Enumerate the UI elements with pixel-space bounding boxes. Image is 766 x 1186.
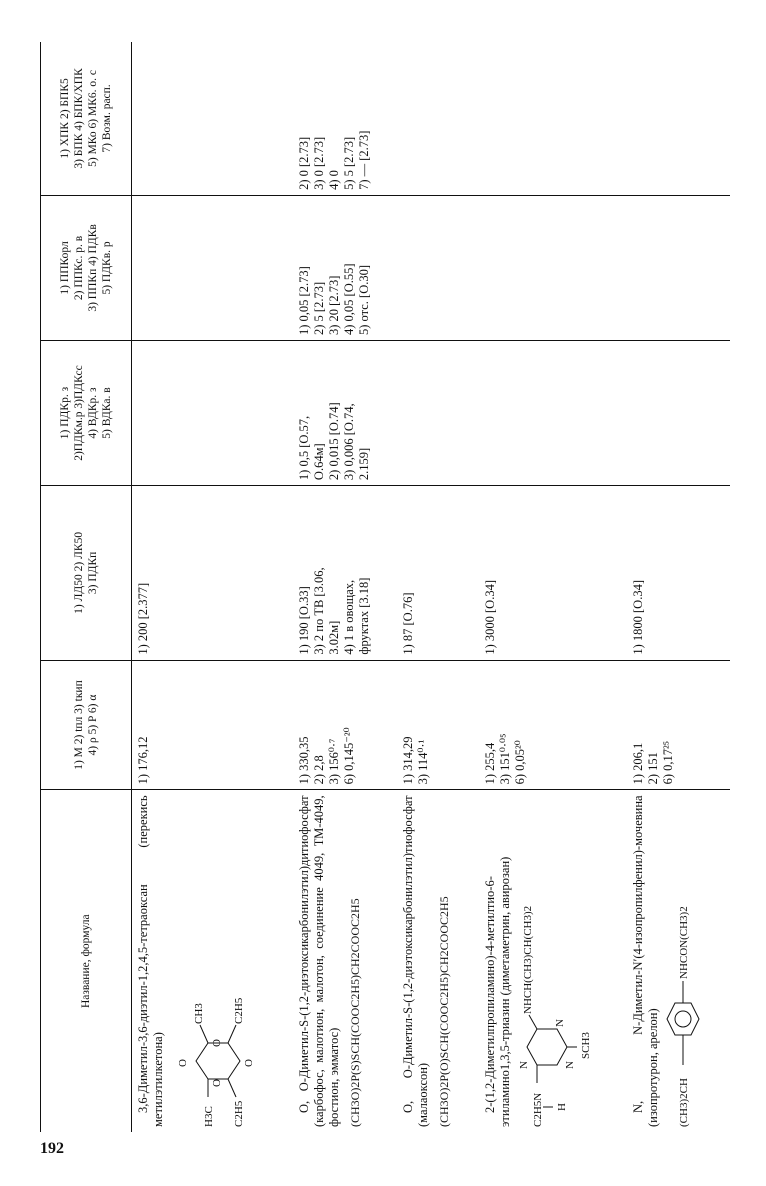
cell-tox: 1) 200 [2.377] (132, 486, 293, 661)
table-row (479, 42, 627, 1132)
cell-ppk (397, 195, 479, 340)
svg-text:H3C: H3C (203, 1106, 215, 1127)
svg-text:C2H5N: C2H5N (531, 1092, 544, 1127)
svg-text:O: O (211, 1079, 223, 1087)
svg-text:H: H (555, 1103, 568, 1111)
table-row (293, 42, 397, 1132)
formula: (CH3O)2P(O)SCH(COOC2H5)CH2COOC2H5 (437, 896, 452, 1127)
cell-tox: 1) 1800 [O.34] (627, 486, 730, 661)
cell-tox: 1) 87 [O.76] (397, 486, 479, 661)
svg-text:O: O (243, 1059, 255, 1067)
cell-hpk: 2) 0 [2.73] 3) 0 [2.73] 4) 0 5) 5 [2.73] 7) — [2.73] (293, 42, 397, 195)
cell-tox: 1) 190 [O.33] 3) 2 по ТВ [3.06, 3.02м] 4) 1 в овощах, фруктах [3.18] (293, 486, 397, 661)
table-row (397, 42, 479, 1132)
cell-pdk: 1) 0,5 [O.57, O.64м] 2) 0,015 [O.74] 3) 0,006 [O.74, 2.159] (293, 340, 397, 485)
cell-hpk (397, 42, 479, 195)
cell-ppk (627, 195, 730, 340)
page-number: 192 (40, 1140, 64, 1157)
cell-name: О, О-Диметил-S-(1,2-диэтоксикарбонилэтил)дитиофосфат (карбофос, малотион, малотон, соединение 4049, ТМ-4049, фостион, эмматос) (CH3O)2P(S)SCH(COOC2H5)CH2COOC2H5 (296, 795, 362, 1127)
cell-hpk (479, 42, 627, 195)
svg-text:NHCH(CH3)CH(CH3)2: NHCH(CH3)CH(CH3)2 (521, 905, 534, 1014)
phenylurea-structure (661, 857, 705, 1127)
cell-phys: 1) 176,12 (132, 660, 293, 790)
table-row (627, 42, 730, 1132)
cell-name: О, О-Диметил-S-(1,2-диэтоксикарбонилэтил)тиофосфат (малаоксон) (CH3O)2P(O)SCH(COOC2H5)CH2COOC2H5 (401, 795, 452, 1127)
cell-name: 3,6-Диметил-3,6-диэтил-1,2,4,5-тетраоксан (перекись метилэтилкетона) O O O O CH3 C2H5 H3C C2H5 (136, 795, 255, 1127)
svg-text:C2H5: C2H5 (233, 997, 245, 1024)
cell-phys: 1) 255,4 3) 151⁰·⁰⁵ 6) 0,05²⁰ (479, 660, 627, 790)
header-pdk: 1) ПДКр. з 2)ПДКм.р 3)ПДКсс 4) ВДКр. з 5) ВДКа. в (41, 340, 132, 485)
svg-text:CH3: CH3 (193, 1003, 205, 1024)
header-phys: 1) M 2) tпл 3) tкип 4) ρ 5) P 6) α (41, 660, 132, 790)
cell-phys: 1) 206,1 2) 151 6) 0,17²⁵ (627, 660, 730, 790)
cell-hpk (132, 42, 293, 195)
data-table (40, 42, 730, 1132)
svg-text:SCH3: SCH3 (579, 1032, 592, 1059)
cell-ppk (132, 195, 293, 340)
cell-ppk (479, 195, 627, 340)
svg-text:C2H5: C2H5 (233, 1100, 245, 1127)
svg-text:(CH3)2CH: (CH3)2CH (677, 1078, 690, 1127)
cell-pdk (479, 340, 627, 485)
rotated-table-page (40, 42, 730, 1132)
formula: (CH3O)2P(S)SCH(COOC2H5)CH2COOC2H5 (347, 898, 362, 1127)
cell-name: 2-(1,2-Диметилпропиламино)-4-метилтио-6-этиламино1,3,5-триазин (диметаметрин, авирозан) C2H5N H N N N NHCH(CH3)CH(CH3)2 SCH3 (482, 856, 592, 1127)
cell-hpk (627, 42, 730, 195)
header-row (41, 42, 132, 1132)
svg-text:N: N (563, 1061, 576, 1069)
triazine-structure (513, 857, 593, 1127)
cell-phys: 1) 330,35 2) 2,8 3) 156⁰·⁷ 6) 0,145⁻²⁰ (293, 660, 397, 790)
cell-ppk: 1) 0,05 [2.73] 2) 5 [2.73] 3) 20 [2.73] 4) 0,05 [O.55] 5) отс. [O.30] (293, 195, 397, 340)
header-hpk: 1) ХПК 2) БПК5 3) БПК 4) БПК/ХПК 5) МКо 6) МК6. о. с 7) Возм. расп. (41, 42, 132, 195)
cell-name: N, N-Диметил-N′(4-изопропилфенил)-мочевина (изопротурон, арелон) (CH3)2CH NHCON(CH3)2 (627, 790, 730, 1132)
cell-pdk (397, 340, 479, 485)
cell-phys: 1) 314,29 3) 114⁰·¹ (397, 660, 479, 790)
svg-text:N: N (517, 1061, 530, 1069)
cell-pdk (627, 340, 730, 485)
header-name: Название, формула (41, 790, 132, 1132)
cell-pdk (132, 340, 293, 485)
cell-tox: 1) 3000 [O.34] (479, 486, 627, 661)
svg-text:N: N (553, 1019, 566, 1027)
table-row (132, 42, 293, 1132)
svg-text:O: O (211, 1039, 223, 1047)
svg-text:O: O (177, 1059, 189, 1067)
svg-text:NHCON(CH3)2: NHCON(CH3)2 (677, 906, 690, 979)
header-ppk: 1) ППКорл 2) ППКс. р. в 3) ППКп 4) ПДКв 5) ПДКв. р (41, 195, 132, 340)
tetraoxane-structure (166, 977, 256, 1127)
header-tox: 1) ЛД50 2) ЛК50 3) ПДКп (41, 486, 132, 661)
